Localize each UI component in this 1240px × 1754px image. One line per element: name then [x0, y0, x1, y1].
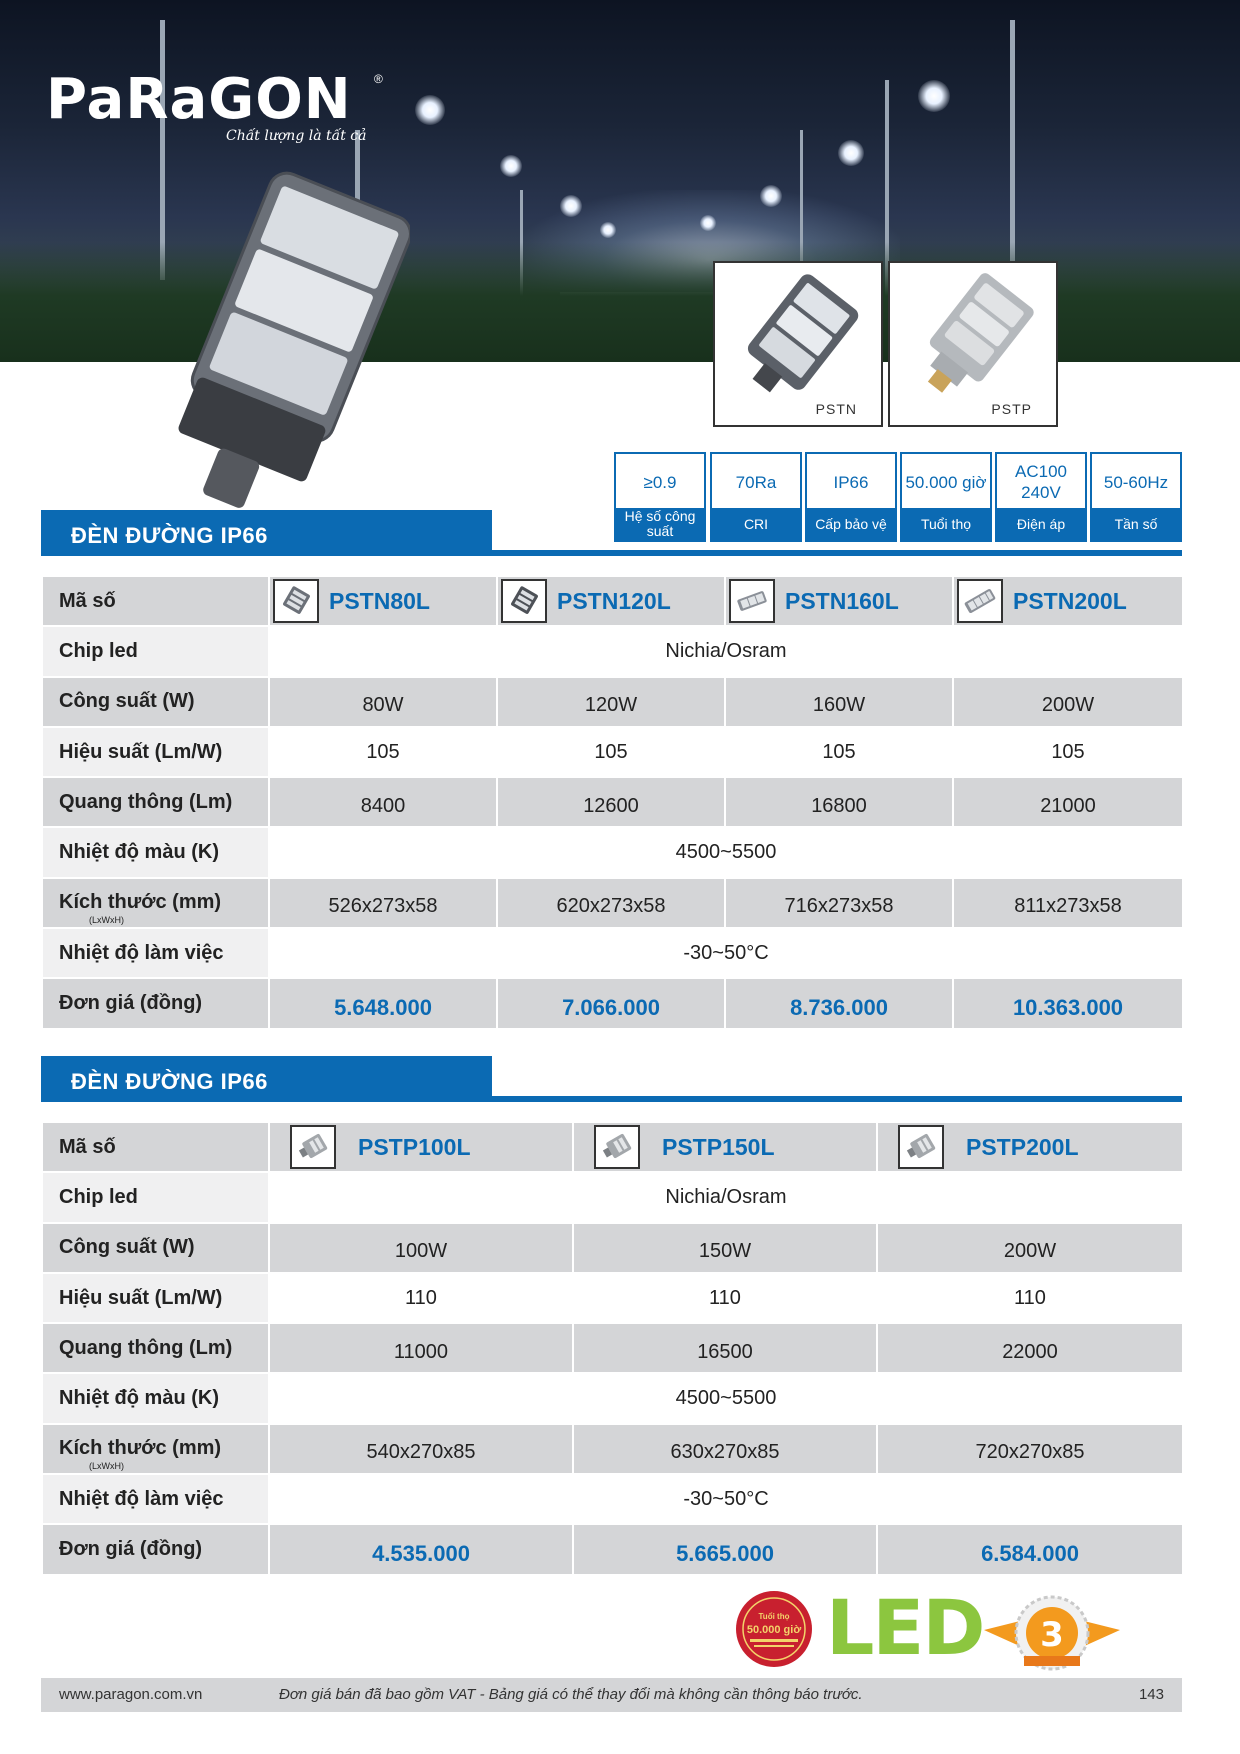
power-value: 100W	[269, 1223, 573, 1273]
price-value: 10.363.000	[953, 978, 1183, 1028]
flux-value: 21000	[953, 777, 1183, 827]
lamp-light	[600, 222, 616, 238]
section-header	[41, 1056, 1182, 1102]
spec-label: Tuổi thọ	[902, 508, 990, 540]
spec-value: 50.000 giờ	[905, 472, 987, 492]
product-code-cell	[573, 1122, 877, 1172]
section-title: ĐÈN ĐƯỜNG IP66	[71, 1069, 268, 1094]
pstp-light-icon	[900, 271, 1050, 401]
product-code: PSTP200L	[966, 1133, 1079, 1160]
pstn-light-icon	[725, 271, 875, 401]
size-value: 630x270x85	[573, 1424, 877, 1474]
product-thumbnail-icon	[594, 1125, 640, 1169]
size-value: 526x273x58	[269, 878, 497, 928]
efficiency-value: 110	[877, 1273, 1183, 1323]
product-code: PSTN120L	[557, 587, 671, 614]
registered-mark: ®	[374, 72, 383, 86]
section-title: ĐÈN ĐƯỜNG IP66	[71, 523, 268, 548]
brand-slogan: Chất lượng là tất cả	[226, 128, 367, 144]
row-label: Nhiệt độ làm việc	[42, 928, 269, 978]
row-label: Hiệu suất (Lm/W)	[42, 1273, 269, 1323]
table-row-chip	[42, 1172, 1183, 1222]
product-thumbnail-icon	[501, 579, 547, 623]
lamp-light	[700, 215, 716, 231]
row-label: Nhiệt độ làm việc	[42, 1474, 269, 1524]
pstp-spec-table	[41, 1121, 1184, 1576]
pstn-spec-table	[41, 575, 1184, 1030]
footer-note: Đơn giá bán đã bao gồm VAT - Bảng giá có thể thay đổi mà không cần thông báo trước.	[279, 1686, 863, 1703]
lamp-light	[838, 140, 864, 166]
product-thumbnail-icon	[729, 579, 775, 623]
product-code: PSTP150L	[662, 1133, 775, 1160]
product-code-cell	[953, 576, 1183, 626]
row-label: Nhiệt độ màu (K)	[42, 827, 269, 877]
power-value: 160W	[725, 677, 953, 727]
thumbnail-caption: PSTN	[815, 401, 857, 417]
product-code-cell	[725, 576, 953, 626]
table-row-flux	[42, 1323, 1183, 1373]
efficiency-value: 105	[269, 727, 497, 777]
lamp-light	[500, 155, 522, 177]
power-value: 150W	[573, 1223, 877, 1273]
row-label	[42, 878, 269, 928]
table-row-power	[42, 1223, 1183, 1273]
price-value: 7.066.000	[497, 978, 725, 1028]
product-thumbnail-icon	[957, 579, 1003, 623]
lamp-light	[918, 80, 950, 112]
led-logo: LED	[826, 1583, 984, 1672]
product-code: PSTP100L	[358, 1133, 471, 1160]
table-row-efficiency	[42, 1273, 1183, 1323]
spec-value: 50-60Hz	[1103, 472, 1169, 492]
power-value: 200W	[953, 677, 1183, 727]
section-header-rule	[492, 1096, 1182, 1102]
warranty-number: 3	[1040, 1615, 1064, 1655]
section-header	[41, 510, 1182, 556]
row-label: Công suất (W)	[42, 1223, 269, 1273]
thumbnail-pstn	[713, 261, 883, 427]
row-label: Công suất (W)	[42, 677, 269, 727]
table-row-temp	[42, 1474, 1183, 1524]
row-label-sub: (LxWxH)	[89, 1461, 124, 1472]
table-row-cct	[42, 827, 1183, 877]
power-value: 120W	[497, 677, 725, 727]
flux-value: 16500	[573, 1323, 877, 1373]
page-number: 143	[1138, 1686, 1164, 1703]
power-value: 80W	[269, 677, 497, 727]
lifetime-value: 50.000 giờ	[746, 1624, 802, 1636]
power-value: 200W	[877, 1223, 1183, 1273]
cct-value: 4500~5500	[269, 1373, 1183, 1423]
flux-value: 8400	[269, 777, 497, 827]
lamp-light	[415, 95, 445, 125]
row-label-sub: (LxWxH)	[89, 915, 124, 926]
flux-value: 16800	[725, 777, 953, 827]
section-header-rule	[492, 550, 1182, 556]
efficiency-value: 105	[953, 727, 1183, 777]
temp-value: -30~50°C	[269, 928, 1183, 978]
product-code: PSTN200L	[1013, 587, 1127, 614]
size-value: 620x273x58	[497, 878, 725, 928]
price-value: 8.736.000	[725, 978, 953, 1028]
table-row-code	[42, 576, 1183, 626]
price-value: 4.535.000	[269, 1524, 573, 1574]
flux-value: 12600	[497, 777, 725, 827]
chip-value: Nichia/Osram	[269, 1172, 1183, 1222]
cct-value: 4500~5500	[269, 827, 1183, 877]
lifetime-badge	[734, 1585, 814, 1673]
spec-value: AC100 240V	[1015, 462, 1067, 502]
spec-value: IP66	[833, 472, 869, 492]
efficiency-value: 105	[725, 727, 953, 777]
spec-label: CRI	[712, 508, 800, 540]
price-value: 5.665.000	[573, 1524, 877, 1574]
price-value: 5.648.000	[269, 978, 497, 1028]
table-row-power	[42, 677, 1183, 727]
row-label: Mã số	[42, 1122, 269, 1172]
thumbnail-caption: PSTP	[991, 401, 1032, 417]
temp-value: -30~50°C	[269, 1474, 1183, 1524]
table-row-size	[42, 1424, 1183, 1474]
size-value: 811x273x58	[953, 878, 1183, 928]
efficiency-value: 105	[497, 727, 725, 777]
table-row-price	[42, 1524, 1183, 1574]
thumbnail-pstp	[888, 261, 1058, 427]
efficiency-value: 110	[269, 1273, 573, 1323]
lamp-light	[760, 185, 782, 207]
warranty-badge	[984, 1590, 1120, 1676]
size-value: 540x270x85	[269, 1424, 573, 1474]
table-row-chip	[42, 626, 1183, 676]
street-light-product-image	[150, 170, 410, 510]
product-code-cell	[269, 576, 497, 626]
product-code: PSTN80L	[329, 587, 430, 614]
table-row-temp	[42, 928, 1183, 978]
page-footer	[41, 1678, 1182, 1712]
table-row-flux	[42, 777, 1183, 827]
row-label: Chip led	[42, 1172, 269, 1222]
flux-value: 22000	[877, 1323, 1183, 1373]
spec-label: Điện áp	[997, 508, 1085, 540]
product-thumbnail-icon	[290, 1125, 336, 1169]
table-row-price	[42, 978, 1183, 1028]
size-value: 716x273x58	[725, 878, 953, 928]
row-label: Chip led	[42, 626, 269, 676]
table-row-cct	[42, 1373, 1183, 1423]
row-label: Nhiệt độ màu (K)	[42, 1373, 269, 1423]
row-label: Đơn giá (đồng)	[42, 978, 269, 1028]
flux-value: 11000	[269, 1323, 573, 1373]
brand-logo	[46, 67, 383, 144]
spec-label: Tần số	[1092, 508, 1180, 540]
row-label: Quang thông (Lm)	[42, 777, 269, 827]
product-code-cell	[497, 576, 725, 626]
product-code: PSTN160L	[785, 587, 899, 614]
lamp-light	[560, 195, 582, 217]
table-row-code	[42, 1122, 1183, 1172]
product-thumbnail-icon	[273, 579, 319, 623]
lifetime-title: Tuổi thọ	[758, 1612, 790, 1621]
size-value: 720x270x85	[877, 1424, 1183, 1474]
row-label-text: Kích thước (mm)	[59, 891, 222, 914]
product-code-cell	[269, 1122, 573, 1172]
footer-url[interactable]: www.paragon.com.vn	[59, 1686, 203, 1703]
spec-value: ≥0.9	[643, 472, 677, 492]
row-label: Đơn giá (đồng)	[42, 1524, 269, 1574]
row-label: Hiệu suất (Lm/W)	[42, 727, 269, 777]
spec-label: Hệ số công suất	[616, 508, 704, 540]
chip-value: Nichia/Osram	[269, 626, 1183, 676]
efficiency-value: 110	[573, 1273, 877, 1323]
product-thumbnail-icon	[898, 1125, 944, 1169]
spec-label: Cấp bảo vệ	[807, 508, 895, 540]
table-row-size	[42, 878, 1183, 928]
row-label: Quang thông (Lm)	[42, 1323, 269, 1373]
brand-name: PaRaGON	[46, 67, 352, 132]
spec-value: 70Ra	[735, 472, 777, 492]
row-label	[42, 1424, 269, 1474]
row-label: Mã số	[42, 576, 269, 626]
product-code-cell	[877, 1122, 1183, 1172]
price-value: 6.584.000	[877, 1524, 1183, 1574]
table-row-efficiency	[42, 727, 1183, 777]
row-label-text: Kích thước (mm)	[59, 1437, 222, 1460]
